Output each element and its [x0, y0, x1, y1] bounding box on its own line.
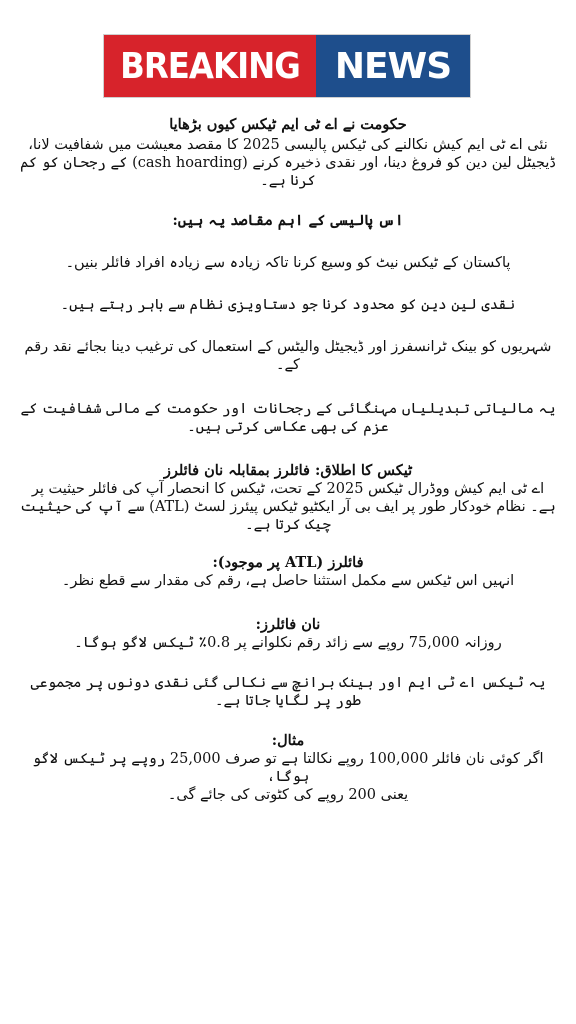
nonfilers-heading: نان فائلرز:: [255, 616, 321, 633]
banner-breaking-word: BREAKING: [104, 35, 316, 97]
objective-item-2: نقدی لین دین کو محدود کرنا جو دستاویزی نظام سے باہر رہتے ہیں۔: [60, 297, 516, 313]
objective-item-1: پاکستان کے ٹیکس نیٹ کو وسیع کرنا تاکہ زیادہ سے زیادہ افراد فائلر بنیں۔: [65, 255, 511, 271]
nonfilers-text-2: یہ ٹیکس اے ٹی ایم اور بینک برانچ سے نکالی گئی نقدی دونوں پر مجموعی طور پر لگایا جاتا ہے۔: [30, 675, 546, 709]
nonfilers-text-1: روزانہ 75,000 روپے سے زائد رقم نکلوانے پر 0.8٪ ٹیکس لاگو ہوگا۔: [74, 635, 502, 651]
banner-news-word: NEWS: [316, 35, 470, 97]
filers-heading: فائلرز (ATL پر موجود):: [212, 554, 364, 571]
objective-item-4: یہ مالیاتی تبدیلیاں مہنگائی کے رجحانات اور حکومت کے مالی شفافیت کے عزم کی بھی عکاسی کرتی ہیں۔: [20, 401, 556, 435]
article-intro: نئی اے ٹی ایم کیش نکالنے کی ٹیکس پالیسی 2025 کا مقصد معیشت میں شفافیت لانا، ڈیجیٹل لین دین کو فروغ دینا، اور نقدی ذخیرہ کرنے (cash hoarding) کے رجحان کو کم کرنا ہے۔: [20, 137, 556, 189]
example-heading: مثال:: [271, 732, 305, 749]
objective-item-3: شہریوں کو بینک ٹرانسفرز اور ڈیجیٹل والیٹس کے استعمال کی ترغیب دینا بجائے نقد رقم کے۔: [24, 339, 552, 373]
filers-text: انہیں اس ٹیکس سے مکمل استثنا حاصل ہے، رقم کی مقدار سے قطع نظر۔: [61, 573, 515, 589]
article-body: [20, 116, 556, 804]
breaking-news-banner: [103, 34, 471, 98]
application-text: اے ٹی ایم کیش ووڈرال ٹیکس 2025 کے تحت، ٹیکس کا انحصار آپ کی فائلر حیثیت پر ہے۔ نظام خودکار طور پر ایف بی آر ایکٹیو ٹیکس پیئرز لسٹ (ATL) سے آپ کی حیثیت چیک کرتا ہے۔: [20, 481, 556, 533]
application-heading: ٹیکس کا اطلاق: فائلرز بمقابلہ نان فائلرز: [163, 462, 413, 479]
example-text-1: اگر کوئی نان فائلر 100,000 روپے نکالتا ہے تو صرف 25,000 روپے پر ٹیکس لاگو ہوگا،: [32, 751, 544, 785]
objectives-heading: اس پالیسی کے اہم مقاصد یہ ہیں:: [172, 212, 404, 229]
example-text-2: یعنی 200 روپے کی کٹوتی کی جائے گی۔: [167, 787, 409, 803]
article-title: حکومت نے اے ٹی ایم ٹیکس کیوں بڑھایا: [169, 116, 407, 133]
